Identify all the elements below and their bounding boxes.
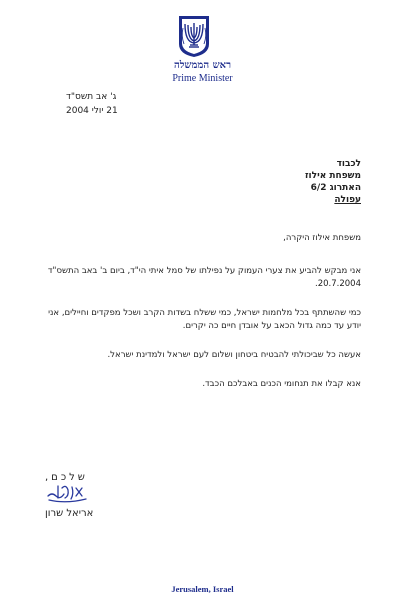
body-paragraph: אני מבקש להביע את צערי העמוק על נפילתו של סמל איתי הי"ד, ביום ב' באב התשס"ד 20.7.2004. xyxy=(47,266,361,289)
letterhead-english-title: Prime Minister xyxy=(172,73,233,84)
body-paragraph: כמי שהשתתף בכל מלחמות ישראל, כמי ששלח בשדות הקרב ושכל מפקדים וחיילים, אני יודע עד כמה גדול הכאב על אובדן חיים כה יקרים. xyxy=(48,308,361,331)
address-line: משפחת אילוז xyxy=(304,171,361,181)
sign-off: שלכם, xyxy=(45,472,88,483)
address-city: עפולה xyxy=(334,195,361,205)
recipient-address xyxy=(221,158,361,206)
signer-name: אריאל שרון xyxy=(45,508,94,519)
salutation: משפחת אילוז היקרה, xyxy=(283,233,361,243)
footer-location: Jerusalem, Israel xyxy=(171,584,234,594)
address-line: לכבוד xyxy=(336,159,361,169)
address-line: האתרוג 6/2 xyxy=(310,183,361,193)
hebrew-date: ג' אב תשס"ד xyxy=(66,92,117,102)
body-paragraph: אעשה כל שביכולתי להבטיח ביטחון ושלום לעם ישראל ולמדינת ישראל. xyxy=(107,350,361,360)
body-paragraph: אנא קבלו את תנחומי הכנים באבלכם הכבד. xyxy=(202,379,361,389)
menorah-emblem-icon xyxy=(176,14,212,58)
letter-body xyxy=(36,232,361,407)
letterhead-hebrew-title: ראש הממשלה xyxy=(173,60,231,71)
handwritten-signature-icon xyxy=(46,482,96,506)
gregorian-date: 21 יולי 2004 xyxy=(66,106,118,116)
